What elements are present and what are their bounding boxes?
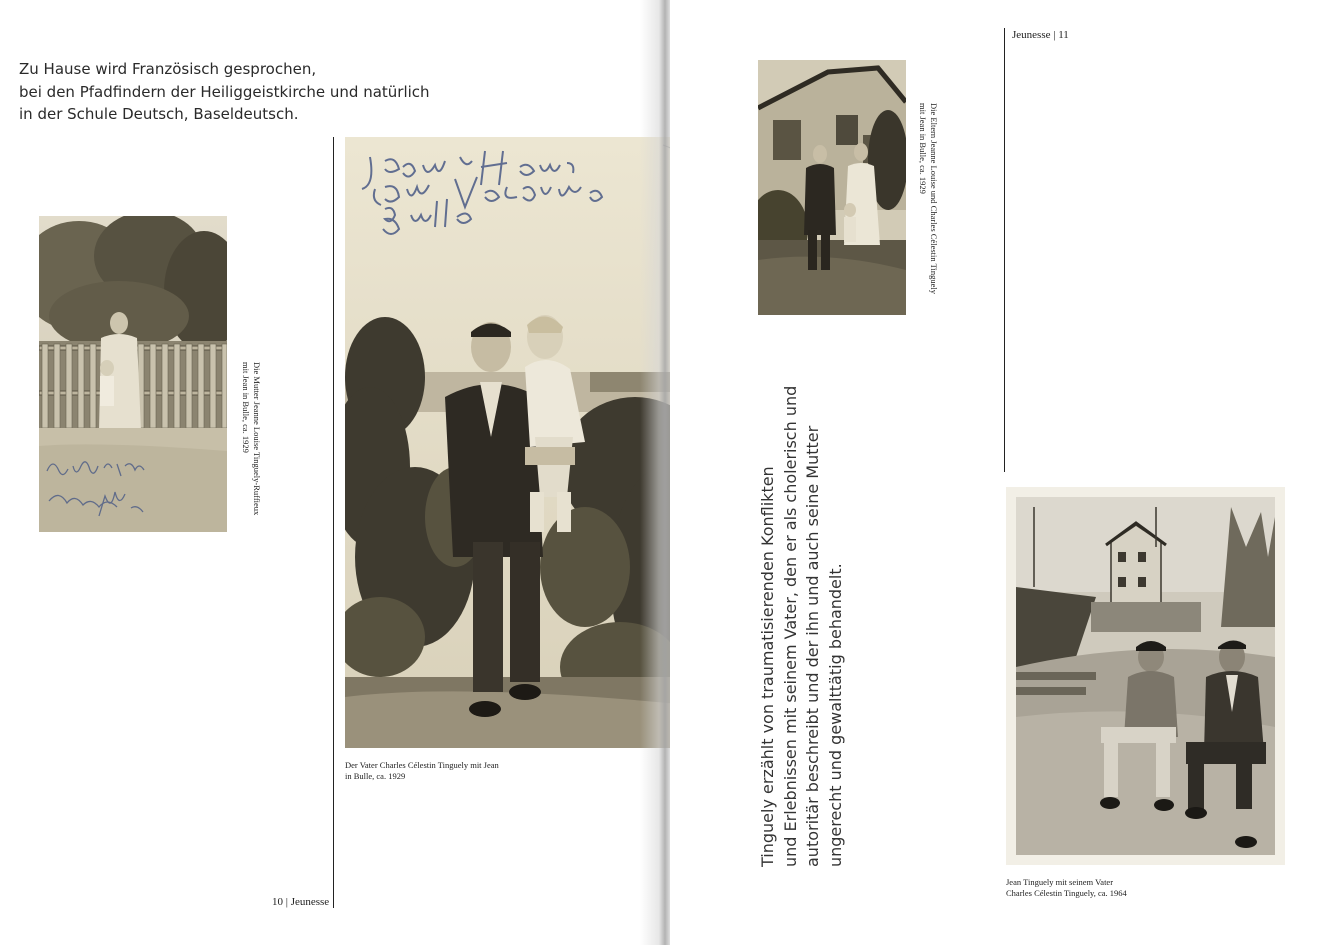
caption-line: mit Jean in Bulle, ca. 1929 [918,103,928,194]
left-page [0,0,662,945]
column-rule-left [333,137,334,908]
caption-line: in Bulle, ca. 1929 [345,771,406,781]
caption-line: Der Vater Charles Célestin Tinguely mit Jean [345,760,499,770]
caption-line: Die Mutter Jeanne Louise Tinguely-Ruffieux [252,362,262,516]
quote-line: und Erlebnissen mit seinem Vater, den er als cholerisch und [780,385,800,867]
caption-parents [917,103,939,294]
quote-line: ungerecht und gewalttätig behandelt. [825,563,845,867]
caption-line: mit Jean in Bulle, ca. 1929 [241,362,251,453]
photo-parents-with-jean [758,60,906,315]
photo-jean-with-father-1964 [1006,487,1285,865]
intro-line: bei den Pfadfindern der Heiliggeistkirche und natürlich [19,82,430,101]
caption-line: Die Eltern Jeanne Louise und Charles Célestin Tinguely [929,103,939,294]
caption-mother [240,362,262,515]
photo-mother-with-jean [39,216,227,532]
intro-line: in der Schule Deutsch, Baseldeutsch. [19,105,299,123]
intro-line: Zu Hause wird Französisch gesprochen, [19,60,317,78]
caption-line: Jean Tinguely mit seinem Vater [1006,877,1114,887]
quote-line: Tinguely erzählt von traumatisierenden Konflikten [758,466,777,867]
caption-1964 [1006,877,1127,899]
intro-text [19,58,459,126]
pull-quote [757,347,847,867]
caption-line: Charles Célestin Tinguely, ca. 1964 [1006,888,1127,898]
quote-line: autoritär beschreibt und der ihn und auch seine Mutter [803,425,822,867]
folio-right: Jeunesse | 11 [1012,29,1069,41]
folio-left: 10 | Jeunesse [272,896,330,908]
column-rule-right [1004,28,1005,472]
caption-father [345,760,499,782]
